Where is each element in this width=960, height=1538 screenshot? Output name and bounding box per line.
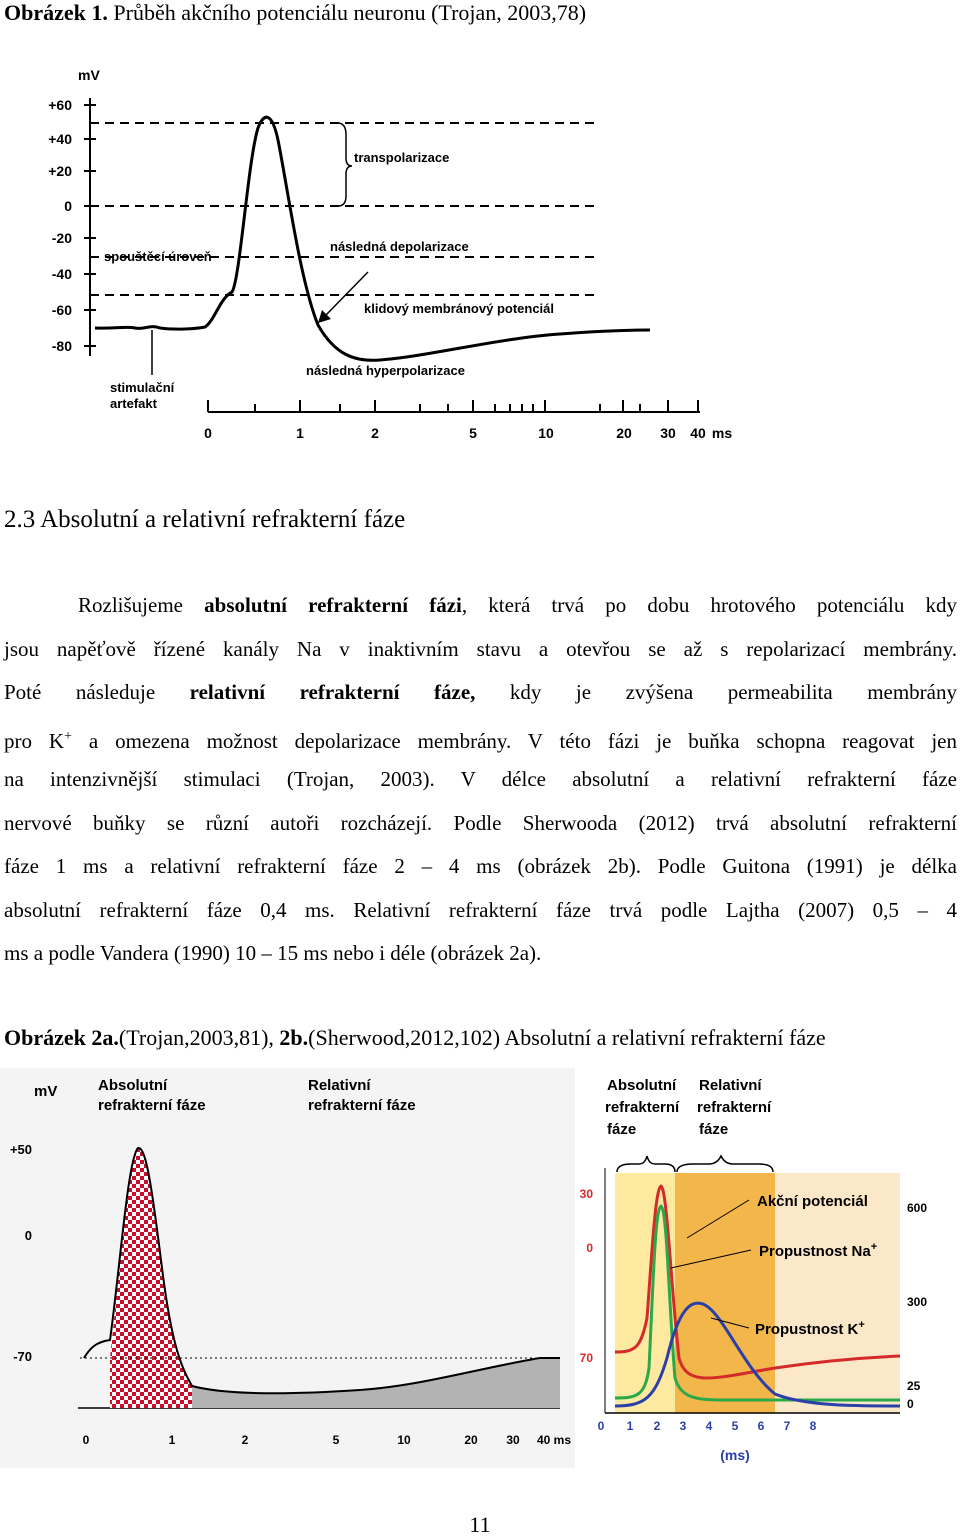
left-tick: 70	[579, 1351, 593, 1365]
rel-phase-label: Relativní	[699, 1077, 762, 1094]
label-resting-potential: klidový membránový potenciál	[364, 301, 555, 316]
x-tick: 2	[241, 1433, 249, 1447]
y-tick: +20	[48, 163, 72, 179]
x-unit: ms	[711, 425, 733, 441]
figure1-caption-text: Průběh akčního potenciálu neuronu (Trojan, 2003,78)	[113, 0, 587, 25]
rel-phase-label: refrakterní fáze	[308, 1097, 416, 1114]
right-tick: 0	[907, 1397, 914, 1411]
x-tick: 40 ms	[536, 1433, 572, 1447]
paragraph-line: nervové buňky se různí autoři rozcházejí. Podle Sherwooda (2012) trvá absolutní refrakterní	[4, 810, 957, 835]
figure1-chart	[0, 40, 960, 470]
x-tick: 30	[506, 1433, 520, 1447]
x-tick: 5	[469, 425, 477, 441]
y-ticks	[48, 97, 72, 354]
x-tick: 7	[783, 1419, 791, 1433]
page-number: 11	[469, 1512, 491, 1537]
legend-action-potential: Akční potenciál	[757, 1193, 868, 1210]
x-tick: 2	[653, 1419, 661, 1433]
abs-phase-label: Absolutní	[98, 1077, 168, 1094]
x-tick: 4	[705, 1419, 713, 1433]
y-tick: -20	[51, 230, 72, 246]
x-tick: 1	[626, 1419, 634, 1433]
y-tick: -40	[51, 266, 72, 282]
transpolarization-brace	[338, 123, 352, 206]
y-unit: mV	[78, 67, 100, 83]
y-unit: mV	[34, 1083, 58, 1100]
rel-phase-label: Relativní	[308, 1077, 371, 1094]
x-tick: 30	[660, 425, 676, 441]
x-tick: 6	[757, 1419, 765, 1433]
x-tick: 20	[616, 425, 632, 441]
abs-phase-label: fáze	[607, 1121, 637, 1138]
x-tick: 10	[397, 1433, 411, 1447]
figure1-caption-label: Obrázek 1.	[4, 0, 108, 25]
y-tick: -70	[13, 1349, 32, 1364]
figure2b-chart	[575, 1068, 960, 1478]
right-tick: 300	[907, 1295, 928, 1309]
x-tick: 5	[731, 1419, 739, 1433]
x-tick: 20	[464, 1433, 478, 1447]
x-tick: 8	[809, 1419, 817, 1433]
figure2-caption: Obrázek 2a.(Trojan,2003,81), 2b.(Sherwood,2012,102) Absolutní a relativní refrakterní fáze	[4, 1025, 826, 1050]
figure2a-chart	[0, 1068, 580, 1468]
y-tick: +60	[48, 97, 72, 113]
x-unit: (ms)	[720, 1447, 750, 1463]
right-tick: 25	[907, 1379, 921, 1393]
x-tick: 0	[82, 1433, 90, 1447]
paragraph-line: pro K+ a omezena možnost depolarizace membrány. V této fázi je buňka schopna reagovat jen	[4, 728, 957, 753]
y-tick: +40	[48, 131, 72, 147]
right-tick: 600	[907, 1201, 928, 1215]
reference-lines	[90, 123, 600, 295]
legend-na-permeability: Propustnost Na+	[759, 1241, 878, 1260]
x-tick: 2	[371, 425, 379, 441]
label-stimulus: stimulační	[110, 380, 175, 395]
paragraph-line: Poté následuje relativní refrakterní fáze, kdy je zvýšena permeabilita membrány	[4, 680, 957, 704]
section-heading: 2.3 Absolutní a relativní refrakterní fáze	[4, 506, 406, 533]
x-tick: 10	[538, 425, 554, 441]
section-paragraph	[4, 584, 957, 976]
rel-phase-label: refrakterní	[697, 1099, 772, 1116]
y-tick: -60	[51, 302, 72, 318]
paragraph-line: na intenzivnější stimulaci (Trojan, 2003). V délce absolutní a relativní refrakterní fáze	[4, 767, 957, 791]
x-ticks-marks	[208, 400, 698, 412]
y-tick: +50	[9, 1142, 32, 1157]
abs-phase-label: refrakterní	[605, 1099, 680, 1116]
rel-phase-label: fáze	[699, 1121, 729, 1138]
label-trigger-level: spouštěcí úroveň	[104, 249, 212, 264]
y-tick: 0	[24, 1228, 32, 1243]
paragraph-line: Rozlišujeme absolutní refrakterní fázi, která trvá po dobu hrotového potenciálu kdy	[78, 593, 957, 617]
paragraph-line: fáze 1 ms a relativní refrakterní fáze 2 – 4 ms (obrázek 2b). Podle Guitona (1991) je délka	[4, 854, 957, 878]
x-tick: 1	[168, 1433, 176, 1447]
x-tick: 1	[296, 425, 304, 441]
paragraph-line: jsou napěťově řízené kanály Na v inaktivním stavu a otevřou se až s repolarizací membrány.	[4, 636, 957, 661]
legend-k-permeability: Propustnost K+	[755, 1319, 865, 1338]
label-after-hyperpolarization: následná hyperpolarizace	[306, 363, 465, 378]
left-tick: 0	[586, 1241, 593, 1255]
y-tick: -80	[51, 338, 72, 354]
figure1-caption	[4, 0, 586, 26]
x-tick: 3	[679, 1419, 687, 1433]
x-tick: 0	[597, 1419, 605, 1433]
x-tick: 0	[204, 425, 212, 441]
paragraph-line: absolutní refrakterní fáze 0,4 ms. Relativní refrakterní fáze trvá podle Lajtha (2007) 0,5 – 4	[4, 897, 957, 922]
abs-phase-label: refrakterní fáze	[98, 1097, 206, 1114]
label-artifact: artefakt	[110, 396, 157, 411]
y-tick: 0	[64, 198, 72, 214]
abs-phase-label: Absolutní	[607, 1077, 677, 1094]
paragraph-line: ms a podle Vandera (1990) 10 – 15 ms nebo i déle (obrázek 2a).	[4, 941, 542, 965]
left-tick: 30	[579, 1187, 593, 1201]
label-after-depolarization: následná depolarizace	[330, 239, 469, 254]
x-tick: 5	[332, 1433, 340, 1447]
label-transpolarization: transpolarizace	[354, 150, 450, 165]
x-tick: 40	[690, 425, 706, 441]
